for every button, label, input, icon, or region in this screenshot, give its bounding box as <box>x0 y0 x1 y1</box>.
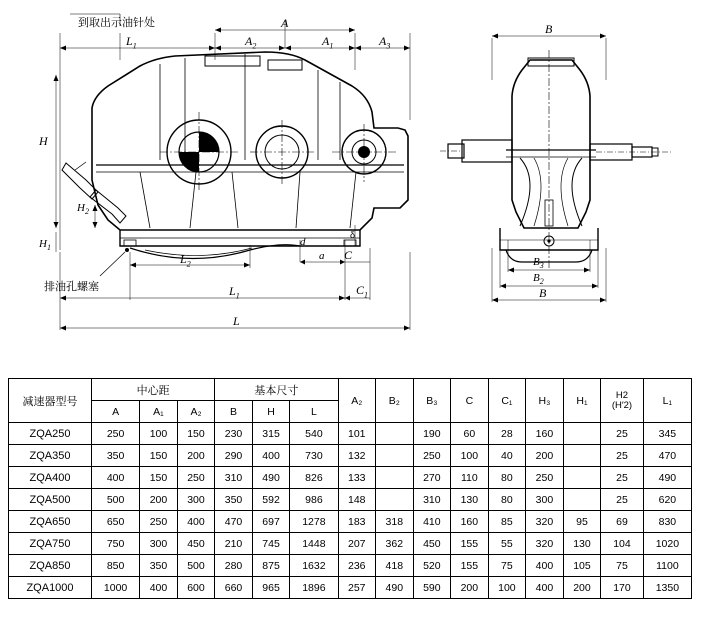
cell-H2: 170 <box>601 577 644 599</box>
cell-C: 110 <box>451 467 489 489</box>
cell-A1: 100 <box>140 423 178 445</box>
cell-model: ZQA650 <box>9 511 92 533</box>
cell-L1: 620 <box>643 489 691 511</box>
cell-A2: 200 <box>177 445 215 467</box>
cell-C: 130 <box>451 489 489 511</box>
table-row <box>9 555 692 577</box>
cell-B2 <box>376 467 414 489</box>
cell-C: 160 <box>451 511 489 533</box>
cell-A2b: 133 <box>338 467 376 489</box>
cell-H2: 69 <box>601 511 644 533</box>
cell-H1 <box>563 489 601 511</box>
header-basic-size: 基本尺寸 <box>215 379 338 401</box>
cell-H3: 200 <box>526 445 564 467</box>
cell-H: 697 <box>252 511 290 533</box>
cell-B: 660 <box>215 577 253 599</box>
cell-H3: 320 <box>526 533 564 555</box>
cell-H1: 95 <box>563 511 601 533</box>
cell-A2: 400 <box>177 511 215 533</box>
cell-A2b: 132 <box>338 445 376 467</box>
cell-B3: 270 <box>413 467 451 489</box>
cell-B3: 520 <box>413 555 451 577</box>
cell-C1: 80 <box>488 489 526 511</box>
cell-B: 290 <box>215 445 253 467</box>
specification-table <box>8 378 692 599</box>
header-A2: A₂ <box>177 401 215 423</box>
dim-label-L1-bottom: $L_1$ <box>229 284 240 301</box>
cell-model: ZQA500 <box>9 489 92 511</box>
cell-H2: 25 <box>601 489 644 511</box>
cell-L1: 470 <box>643 445 691 467</box>
table-row <box>9 511 692 533</box>
cell-A: 500 <box>92 489 140 511</box>
cell-A2b: 101 <box>338 423 376 445</box>
cell-A: 850 <box>92 555 140 577</box>
cell-H1: 200 <box>563 577 601 599</box>
cell-A1: 150 <box>140 445 178 467</box>
cell-B2: 490 <box>376 577 414 599</box>
dim-label-A: A <box>281 16 289 30</box>
cell-L: 826 <box>290 467 338 489</box>
cell-H1 <box>563 467 601 489</box>
dim-label-B-bottom: B <box>539 286 547 300</box>
cell-A2b: 183 <box>338 511 376 533</box>
dim-label-B-top: B <box>545 22 553 36</box>
header-H: H <box>252 401 290 423</box>
header-B3: B₃ <box>413 379 451 423</box>
cell-L: 1278 <box>290 511 338 533</box>
cell-model: ZQA400 <box>9 467 92 489</box>
cell-H2: 25 <box>601 445 644 467</box>
cell-L1: 830 <box>643 511 691 533</box>
cell-A: 650 <box>92 511 140 533</box>
cell-model: ZQA350 <box>9 445 92 467</box>
header-C: C <box>451 379 489 423</box>
dim-label-B3: $B_3$ <box>533 256 544 271</box>
cell-H1: 105 <box>563 555 601 577</box>
cell-L: 1632 <box>290 555 338 577</box>
cell-B2 <box>376 445 414 467</box>
cell-H3: 250 <box>526 467 564 489</box>
cell-C1: 100 <box>488 577 526 599</box>
cell-H1 <box>563 423 601 445</box>
dim-label-A2-top: $A_2$ <box>245 34 257 51</box>
table-row <box>9 533 692 555</box>
cell-A: 400 <box>92 467 140 489</box>
cell-A1: 150 <box>140 467 178 489</box>
cell-C: 155 <box>451 555 489 577</box>
cell-B: 230 <box>215 423 253 445</box>
svg-text:δ: δ <box>350 230 356 240</box>
header-H3: H₃ <box>526 379 564 423</box>
dim-label-A3-top: $A_3$ <box>379 34 391 51</box>
table-header-row-1 <box>9 379 692 401</box>
cell-model: ZQA250 <box>9 423 92 445</box>
cell-B2: 318 <box>376 511 414 533</box>
dim-label-C: C <box>344 248 353 262</box>
table-row <box>9 445 692 467</box>
cell-B3: 250 <box>413 445 451 467</box>
cell-H3: 400 <box>526 577 564 599</box>
cell-A1: 200 <box>140 489 178 511</box>
header-H1: H₁ <box>563 379 601 423</box>
cell-H3: 320 <box>526 511 564 533</box>
dim-label-A1-top: $A_1$ <box>322 34 334 51</box>
dim-label-C1: $C_1$ <box>356 283 369 300</box>
cell-A2: 150 <box>177 423 215 445</box>
cell-H: 745 <box>252 533 290 555</box>
header-center-distance: 中心距 <box>92 379 215 401</box>
dim-label-H2: $H_2$ <box>77 202 89 217</box>
cell-B: 310 <box>215 467 253 489</box>
cell-H: 400 <box>252 445 290 467</box>
dim-label-a: a <box>319 250 325 262</box>
cell-H3: 160 <box>526 423 564 445</box>
cell-A: 1000 <box>92 577 140 599</box>
cell-H2: 104 <box>601 533 644 555</box>
cell-A1: 400 <box>140 577 178 599</box>
annotation-dipstick: 到取出示油针处 <box>78 17 155 29</box>
table-body <box>9 423 692 599</box>
header-A2b: A₂ <box>338 379 376 423</box>
cell-H2: 25 <box>601 467 644 489</box>
cell-A1: 350 <box>140 555 178 577</box>
cell-B: 470 <box>215 511 253 533</box>
cell-A2: 300 <box>177 489 215 511</box>
cell-H1 <box>563 445 601 467</box>
cell-B2 <box>376 489 414 511</box>
cell-C: 200 <box>451 577 489 599</box>
specification-table-wrapper <box>8 378 692 599</box>
cell-model: ZQA850 <box>9 555 92 577</box>
header-A1: A₁ <box>140 401 178 423</box>
dim-label-H: H <box>39 134 48 148</box>
cell-H1: 130 <box>563 533 601 555</box>
cell-L: 540 <box>290 423 338 445</box>
cell-B2: 418 <box>376 555 414 577</box>
cell-B3: 590 <box>413 577 451 599</box>
dim-label-L1-top: $L_1$ <box>126 34 137 51</box>
header-A: A <box>92 401 140 423</box>
cell-C1: 55 <box>488 533 526 555</box>
cell-L1: 1020 <box>643 533 691 555</box>
table-row <box>9 423 692 445</box>
cell-A2: 450 <box>177 533 215 555</box>
table-row <box>9 467 692 489</box>
dim-label-L-total: L <box>233 314 240 328</box>
header-L1: L₁ <box>643 379 691 423</box>
cell-C1: 80 <box>488 467 526 489</box>
cell-B2: 362 <box>376 533 414 555</box>
cell-H: 965 <box>252 577 290 599</box>
cell-C1: 85 <box>488 511 526 533</box>
header-model: 减速器型号 <box>9 379 92 423</box>
cell-C: 60 <box>451 423 489 445</box>
cell-L1: 1100 <box>643 555 691 577</box>
cell-H: 490 <box>252 467 290 489</box>
cell-model: ZQA750 <box>9 533 92 555</box>
cell-H3: 400 <box>526 555 564 577</box>
cell-B2 <box>376 423 414 445</box>
dim-label-d: d <box>300 236 306 248</box>
dim-label-L2: $L_2$ <box>180 252 191 269</box>
dim-label-H1: $H_1$ <box>39 238 51 253</box>
cell-A2: 600 <box>177 577 215 599</box>
cell-B: 280 <box>215 555 253 577</box>
cell-B3: 310 <box>413 489 451 511</box>
cell-H3: 300 <box>526 489 564 511</box>
cell-L: 986 <box>290 489 338 511</box>
cell-L: 730 <box>290 445 338 467</box>
cell-A2b: 207 <box>338 533 376 555</box>
cell-A2b: 148 <box>338 489 376 511</box>
cell-L: 1448 <box>290 533 338 555</box>
cell-C: 155 <box>451 533 489 555</box>
cell-A2b: 257 <box>338 577 376 599</box>
cell-A1: 300 <box>140 533 178 555</box>
cell-C1: 75 <box>488 555 526 577</box>
cell-L1: 1350 <box>643 577 691 599</box>
cell-A1: 250 <box>140 511 178 533</box>
cell-A2: 250 <box>177 467 215 489</box>
cell-B3: 190 <box>413 423 451 445</box>
cell-H: 875 <box>252 555 290 577</box>
cell-A: 350 <box>92 445 140 467</box>
cell-A2: 500 <box>177 555 215 577</box>
cell-B3: 450 <box>413 533 451 555</box>
header-H2: H2 (H′2) <box>601 379 644 423</box>
table-row <box>9 489 692 511</box>
annotation-drain-plug: 排油孔螺塞 <box>44 281 99 293</box>
cell-L: 1896 <box>290 577 338 599</box>
header-B2: B₂ <box>376 379 414 423</box>
cell-B: 350 <box>215 489 253 511</box>
cell-H2: 75 <box>601 555 644 577</box>
header-B: B <box>215 401 253 423</box>
cell-H2: 25 <box>601 423 644 445</box>
cell-C1: 40 <box>488 445 526 467</box>
cell-H: 315 <box>252 423 290 445</box>
cell-H: 592 <box>252 489 290 511</box>
cell-B: 210 <box>215 533 253 555</box>
cell-B3: 410 <box>413 511 451 533</box>
dim-label-B2: $B_2$ <box>533 272 544 287</box>
header-C1: C₁ <box>488 379 526 423</box>
header-L: L <box>290 401 338 423</box>
cell-L1: 490 <box>643 467 691 489</box>
table-row <box>9 577 692 599</box>
cell-model: ZQA1000 <box>9 577 92 599</box>
cell-L1: 345 <box>643 423 691 445</box>
cell-A: 250 <box>92 423 140 445</box>
cell-A2b: 236 <box>338 555 376 577</box>
cell-C: 100 <box>451 445 489 467</box>
cell-A: 750 <box>92 533 140 555</box>
cell-C1: 28 <box>488 423 526 445</box>
